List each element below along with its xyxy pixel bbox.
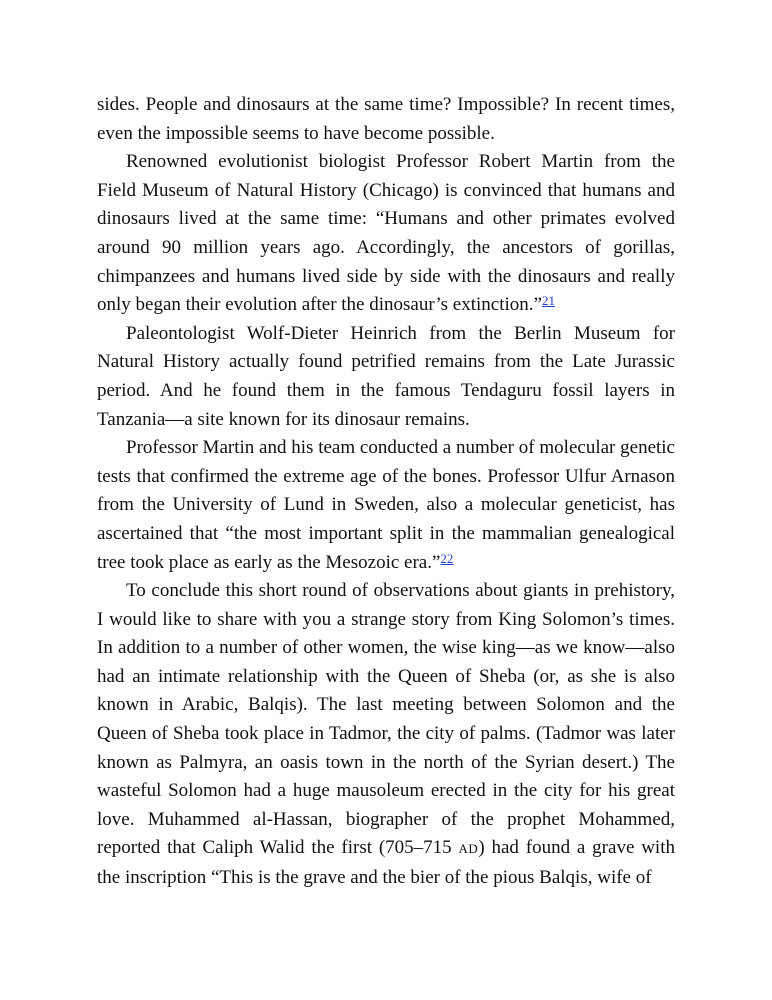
paragraph-solomon-sheba: [97, 577, 675, 893]
paragraph-text: Professor Martin and his team conducted a number of molecular genetic tests that confirmed the extreme age of the bones. Professor Ulfur Arnason from the University of Lund in Sweden, also a molecular geneticist, has ascertained that “the most important split in the mammalian genealogical tree took place as early as the Mesozoic era.”: [97, 437, 675, 573]
footnote-link-22[interactable]: 22: [440, 550, 454, 566]
paragraph-text: sides. People and dinosaurs at the same time? Impossible? In recent times, even the impossible seems to have become possible.: [97, 94, 675, 144]
footnote-link-21[interactable]: 21: [541, 293, 555, 309]
paragraph-continuation: [97, 91, 675, 148]
paragraph-arnason: [97, 434, 675, 577]
body-text: [97, 91, 675, 893]
era-small-caps: AD: [458, 841, 479, 857]
paragraph-heinrich: [97, 320, 675, 434]
paragraph-text: ) had found a grave with the inscription “This is the grave and the bier of the pious Balqis, wife of: [97, 837, 675, 889]
paragraph-text: To conclude this short round of observations about giants in prehistory, I would like to share with you a strange story from King Solomon’s times. In addition to a number of other women, the wise king—as we know—also had an intimate relationship with the Queen of Sheba (or, as she is also known in Arabic, Balqis). The last meeting between Solomon and the Queen of Sheba took place in Tadmor, the city of palms. (Tadmor was later known as Palmyra, an oasis town in the north of the Syrian desert.) The wasteful Solomon had a huge mausoleum erected in the city for his great love. Muhammed al-Hassan, biographer of the prophet Mohammed, reported that Caliph Walid the first (705–715: [97, 580, 675, 859]
paragraph-text: Renowned evolutionist biologist Professor Robert Martin from the Field Museum of Natural History (Chicago) is convinced that humans and dinosaurs lived at the same time: “Humans and other primates evolved around 90 million years ago. Accordingly, the ancestors of gorillas, chimpanzees and humans lived side by side with the dinosaurs and really only began their evolution after the dinosaur’s extinction.”: [97, 151, 675, 316]
paragraph-robert-martin: [97, 148, 675, 320]
paragraph-text: Paleontologist Wolf-Dieter Heinrich from the Berlin Museum for Natural History actually found petrified remains from the Late Jurassic period. And he found them in the famous Tendaguru fossil layers in Tanzania—a site known for its dinosaur remains.: [97, 322, 675, 430]
